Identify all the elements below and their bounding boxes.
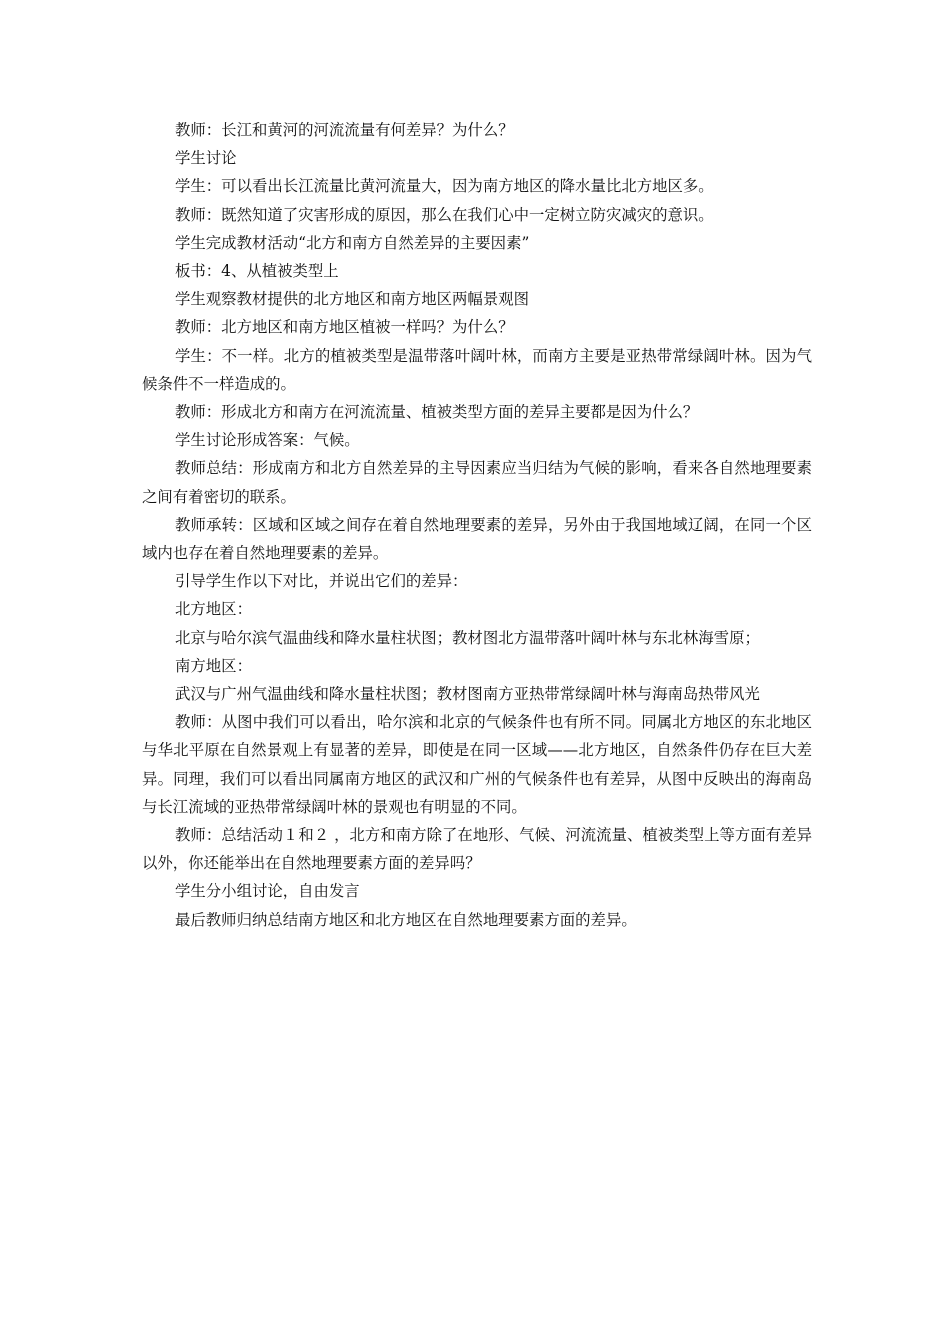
paragraph-15: 北方地区： — [175, 600, 252, 619]
paragraph-21: 学生分小组讨论，自由发言 — [175, 882, 360, 901]
paragraph-2: 学生讨论 — [175, 149, 237, 168]
paragraph-1: 教师：长江和黄河的河流流量有何差异？为什么？ — [175, 121, 514, 139]
paragraph-16: 北京与哈尔滨气温曲线和降水量柱状图；教材图北方温带落叶阔叶林与东北林海雪原； — [175, 628, 760, 647]
paragraph-18: 武汉与广州气温曲线和降水量柱状图；教材图南方亚热带常绿阔叶林与海南岛热带风光 — [175, 685, 760, 704]
paragraph-7: 学生观察教材提供的北方地区和南方地区两幅景观图 — [175, 290, 529, 309]
paragraph-19: 教师：从图中我们可以看出，哈尔滨和北京的气候条件也有所不同。同属北方地区的东北地区与华北平原在自然景观上有显著的差异，即使是在同一区域——北方地区，自然条件仍存在巨大差异。同理，我们可以看出同属南方地区的武汉和广州的气候条件也有差异，从图中反映出的海南岛与长江流域的亚热带常绿阔叶林的景观也有明显的不同。 — [142, 713, 812, 816]
paragraph-20: 教师：总结活动１和２ ，北方和南方除了在地形、气候、河流流量、植被类型上等方面有差异以外，你还能举出在自然地理要素方面的差异吗？ — [142, 826, 812, 873]
paragraph-8: 教师：北方地区和南方地区植被一样吗？为什么？ — [175, 318, 514, 337]
paragraph-3: 学生：可以看出长江流量比黄河流量大，因为南方地区的降水量比北方地区多。 — [175, 177, 714, 196]
paragraph-5: 学生完成教材活动“北方和南方自然差异的主要因素” — [175, 233, 530, 252]
paragraph-12: 教师总结：形成南方和北方自然差异的主导因素应当归结为气候的影响，看来各自然地理要素之间有着密切的联系。 — [142, 459, 812, 506]
document-body — [142, 116, 812, 934]
paragraph-9: 学生：不一样。北方的植被类型是温带落叶阔叶林，而南方主要是亚热带常绿阔叶林。因为气候条件不一样造成的。 — [142, 346, 812, 393]
paragraph-6: 板书：4、从植被类型上 — [175, 262, 339, 281]
paragraph-13: 教师承转：区域和区域之间存在着自然地理要素的差异，另外由于我国地域辽阔，在同一个区域内也存在着自然地理要素的差异。 — [142, 515, 812, 563]
paragraph-11: 学生讨论形成答案：气候。 — [175, 431, 360, 450]
paragraph-10: 教师：形成北方和南方在河流流量、植被类型方面的差异主要都是因为什么？ — [175, 403, 699, 422]
paragraph-4: 教师：既然知道了灾害形成的原因，那么在我们心中一定树立防灾减灾的意识。 — [175, 205, 714, 224]
paragraph-14: 引导学生作以下对比，并说出它们的差异： — [175, 572, 468, 591]
paragraph-22: 最后教师归纳总结南方地区和北方地区在自然地理要素方面的差异。 — [175, 910, 637, 929]
paragraph-17: 南方地区： — [175, 656, 252, 675]
